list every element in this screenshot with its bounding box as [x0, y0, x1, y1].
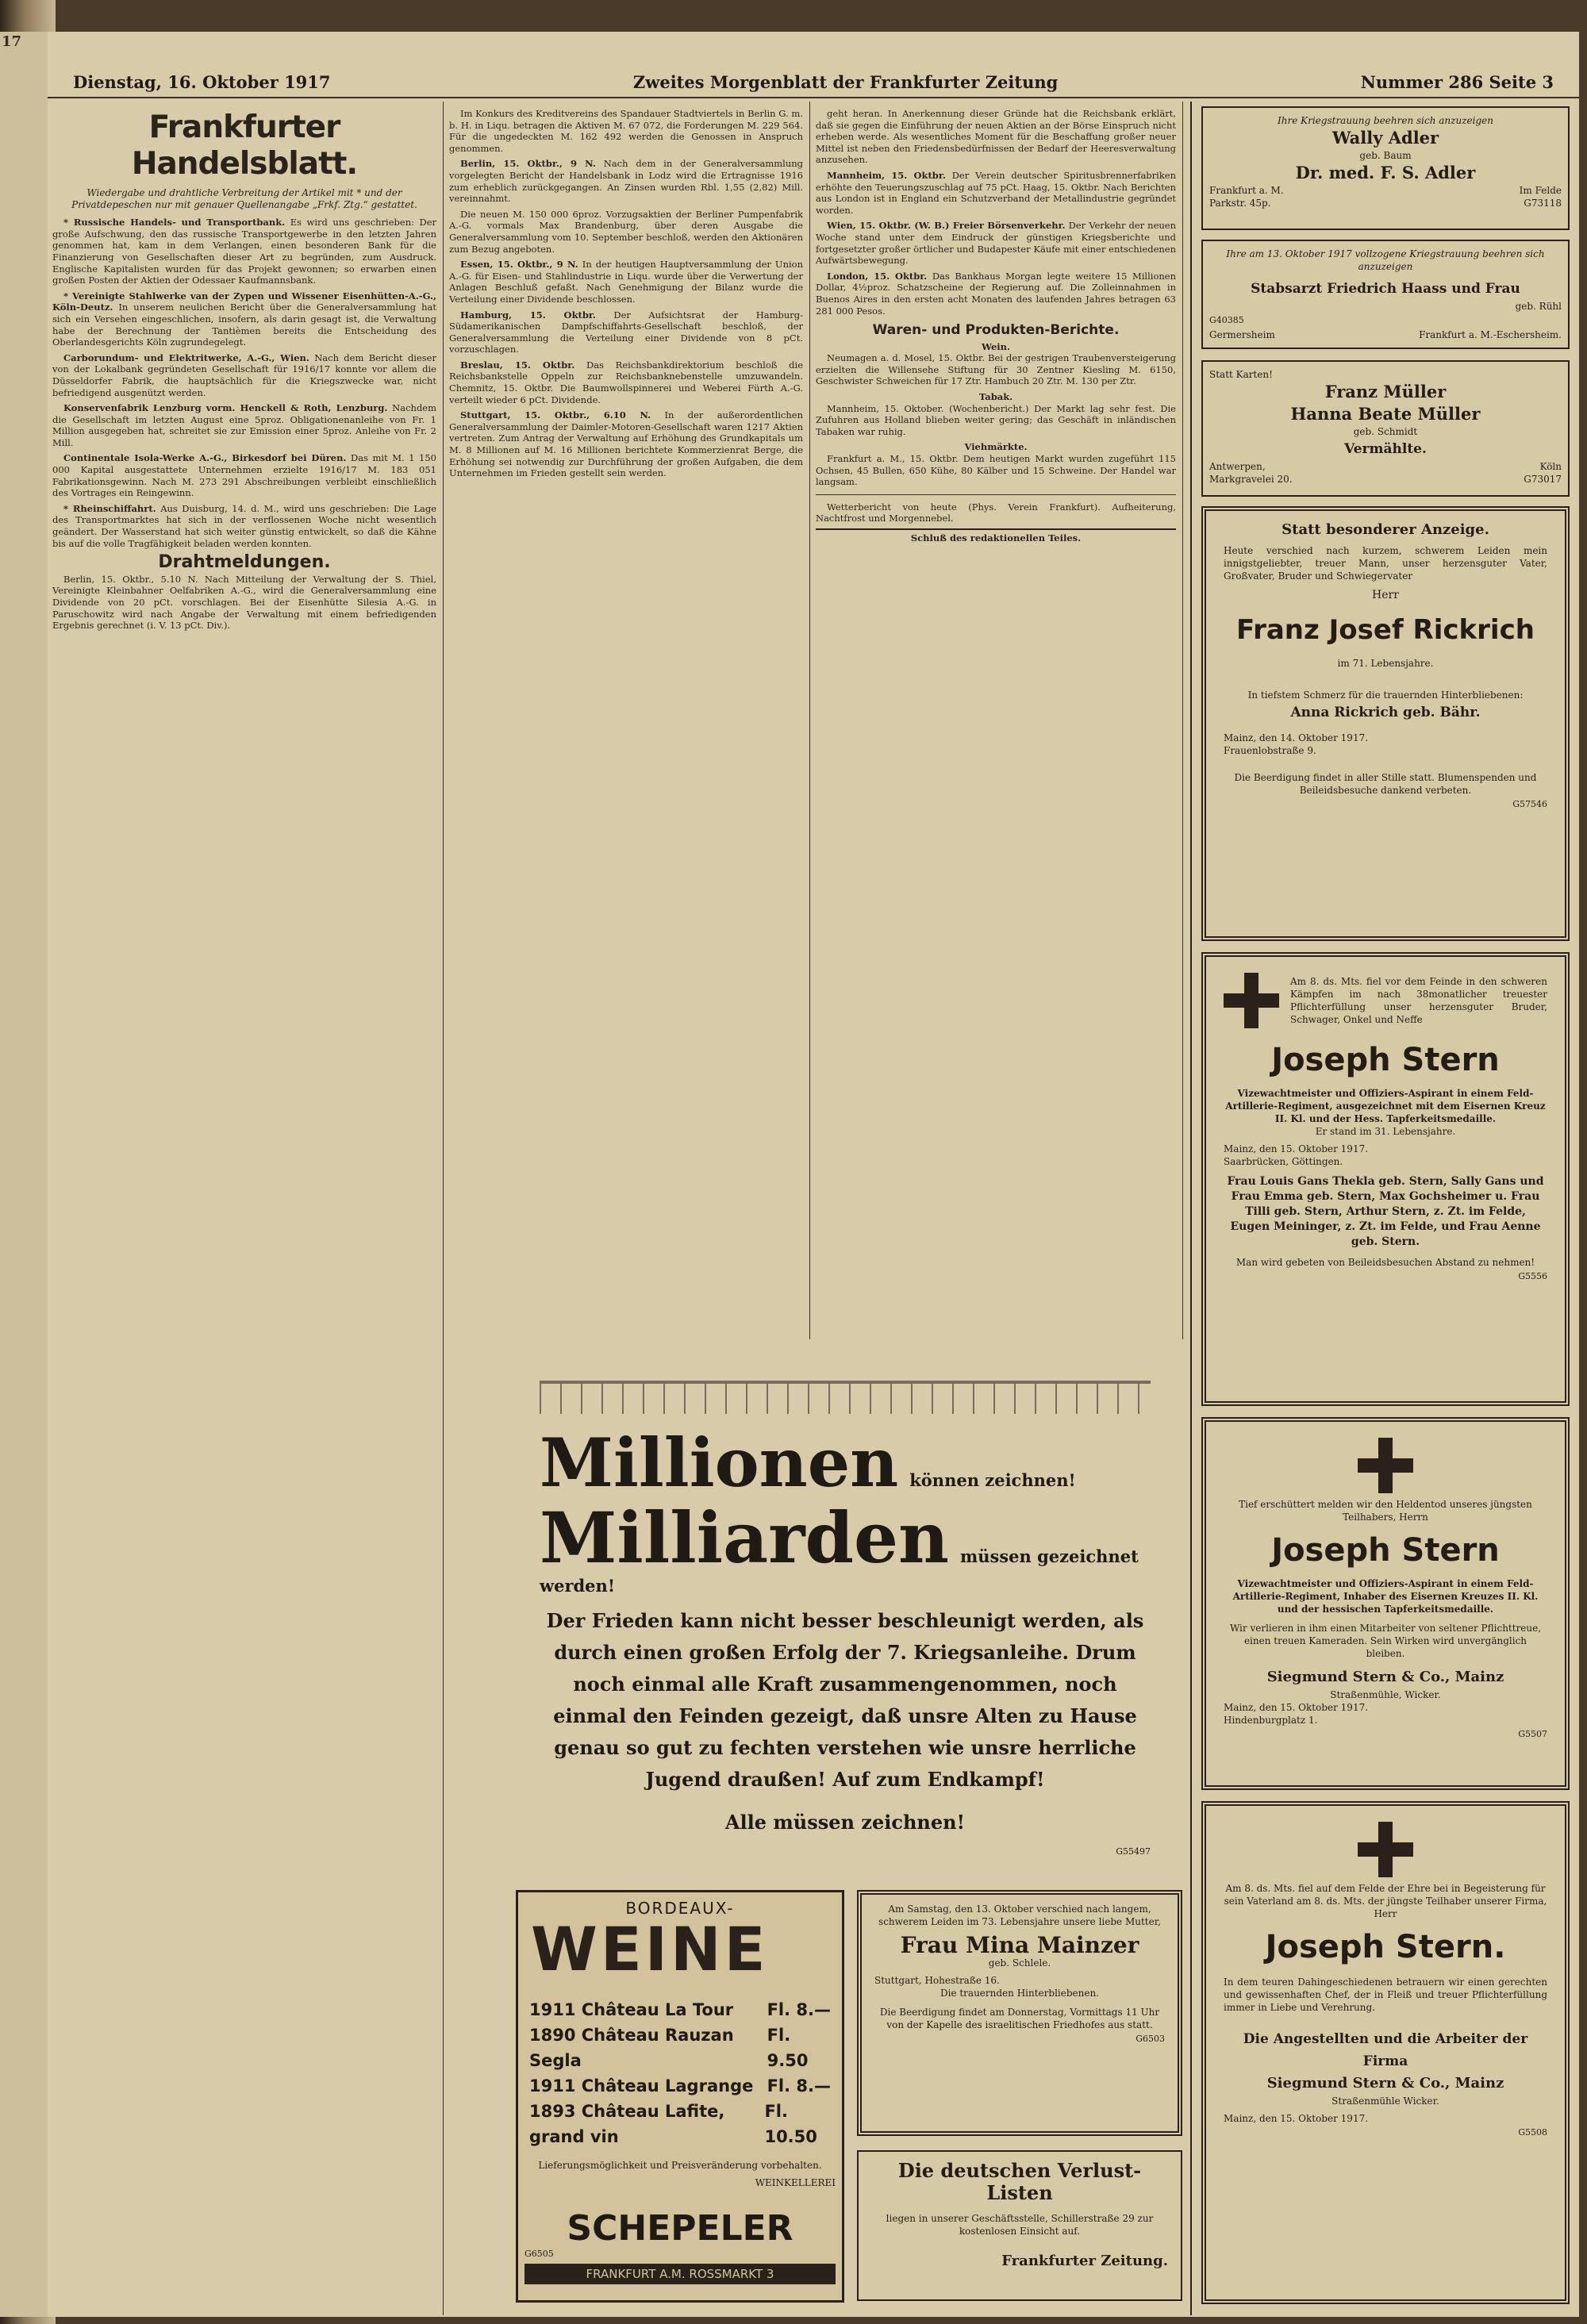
column-handelsblatt	[52, 109, 436, 2299]
ad-subline: müssen gezeichnet werden!	[540, 1546, 1139, 1596]
article-text: In der außerordentlichen Generalversammlung der Daimler-Motoren-Gesellschaft waren 1217 Aktien vertreten. Zum Antrag der Verwaltung auf Erhöhung des Grundkapitals um M. 8 Millionen auf M. 16 Millionen berichtete Kommerzienrat Berge, die Erhöhung sei notwendig zur Durchführung der großen Aufgaben, die dem Unternehmen im Frieden gestellt sein werden.	[449, 409, 803, 479]
ad-text: Am Samstag, den 13. Oktober verschied nach langem, schwerem Leiden im 73. Lebensjahre unsere liebe Mutter,	[878, 1903, 1161, 1927]
article-text: Mannheim, 15. Oktober. (Wochenbericht.) Der Markt lag sehr fest. Die Zufuhren aus Holland blieben weiter gering; das Geschäft in inländischen Tabaken war ruhig.	[816, 402, 1176, 437]
ad-mourn: In tiefstem Schmerz für die trauernden Hinterbliebenen:	[1247, 690, 1524, 701]
article-text: Neumagen a. d. Mosel, 15. Oktbr. Bei der gestrigen Traubenversteigerung erzielten die Willensehe Stiftung für 30 Zentner Kiesling M. 6150, Geschwister Schweichen für 17 Ztr. Hambuch 20 Ztr. M. 130 per Ztr.	[816, 352, 1176, 387]
wine-item: 1890 Château Rauzan Segla Fl. 9.50	[529, 2026, 809, 2070]
ad-funeral: Die Beerdigung findet in aller Stille statt. Blumenspenden und Beileidsbesuche dankend verbeten.	[1234, 772, 1537, 796]
article-text: Es wird uns geschrieben: Der große Aufschwung, den das russische Transportgewerbe in den letzten Jahren genommen hat, kam in dem Verlangen, einen besonderen Bank für die Finanzierung von Gesellschaften dieser Art zu begründen, zum Ausdruck. Englische Kapitalisten wurden für das Projekt gewonnen; so erwarben einen großen Posten der Aktien der Odessaer Kaufmannsbank.	[52, 217, 436, 286]
article-head: Konservenfabrik Lenzburg vorm. Henckell & Roth, Lenzburg.	[63, 402, 388, 414]
ad-place: Frankfurt a. M.-Eschersheim.	[1419, 329, 1562, 340]
ad-title: Die deutschen Verlust-Listen	[897, 2159, 1142, 2204]
ad-adler	[1201, 106, 1570, 230]
article-head: Continentale Isola-Werke A.-G., Birkesdorf bei Düren.	[63, 452, 347, 464]
article-text: Der Aufsichtsrat der Hamburg-Südamerikanischen Dampfschiffahrts-Gesellschaft beschloß, der Generalversammlung die Verteilung einer Dividende von 8 pCt. vorzuschlagen.	[449, 309, 803, 355]
article-head: Wien, 15. Oktbr. (W. B.) Freier Börsenverkehr.	[827, 220, 1066, 232]
end-editorial: Schluß des redaktionellen Teiles.	[816, 528, 1176, 544]
ad-slogan: Alle müssen zeichnen!	[724, 1811, 966, 1834]
ad-date: Mainz, den 15. Oktober 1917.	[1224, 2113, 1369, 2124]
article-text: Im Konkurs des Kreditvereins des Spandauer Stadtviertels in Berlin G. m. b. H. in Liqu. betragen die Aktiven M. 67 072, die Forderungen M. 229 564. Für die ungedeckten M. 162 492 werden die Genossen in Anspruch genommen.	[449, 108, 803, 154]
ad-name: Franz Josef Rickrich	[1236, 614, 1535, 646]
header-date: Dienstag, 16. Oktober 1917	[73, 71, 331, 92]
column-divider	[1190, 102, 1192, 2315]
ornament-border	[540, 1381, 1151, 1414]
wine-note: Lieferungsmöglichkeit und Preisveränderung vorbehalten.	[538, 2160, 822, 2171]
wine-kellerei: WEINKELLEREI	[755, 2177, 836, 2188]
section-heading: Drahtmeldungen.	[158, 552, 331, 573]
ad-funeral: Die Beerdigung findet am Donnerstag, Vormittags 11 Uhr von der Kapelle des israelitischen Friedhofes aus statt.	[879, 2007, 1160, 2030]
section-subtitle: Wiedergabe und drahtliche Verbreitung der Artikel mit * und der Privatdepeschen nur mit genauer Quellenangabe „Frkf. Ztg.“ gestattet.	[71, 187, 417, 210]
ad-firm: Siegmund Stern & Co., Mainz	[1266, 1669, 1504, 1685]
article-text: In der heutigen Hauptversammlung der Union A.-G. für Eisen- und Stahlindustrie in Liqu. wurde über die Verwertung der Anlagen Beschluß gefaßt. Nach Genehmigung der Bilanz wurde die Verteilung einer Dividende beschlossen.	[449, 259, 803, 305]
iron-cross-icon	[1358, 1822, 1413, 1877]
ad-name: Joseph Stern.	[1265, 1929, 1506, 1965]
article-head: * Russische Handels- und Transportbank.	[63, 217, 286, 229]
ad-born: geb. Rühl	[1515, 301, 1562, 312]
weather-report: Wetterbericht von heute (Phys. Verein Frankfurt). Aufheiterung, Nachtfrost und Morgennebel.	[816, 501, 1176, 524]
article-head: Stuttgart, 15. Oktbr., 6.10 N.	[460, 409, 651, 421]
column-two	[449, 108, 803, 1346]
wine-firm: SCHEPELER	[567, 2208, 794, 2249]
ad-place: Köln	[1539, 461, 1562, 472]
war-loan-ad	[540, 1381, 1151, 1857]
ad-head: Statt besonderer Anzeige.	[1282, 521, 1489, 538]
ad-code: G6505	[525, 2249, 554, 2259]
ad-addr: Frauenlobstraße 9.	[1224, 745, 1316, 756]
wine-weine: WEINE	[531, 1914, 769, 1984]
ad-subline: können zeichnen!	[909, 1470, 1076, 1490]
ad-place: Saarbrücken, Göttingen.	[1224, 1156, 1343, 1167]
ad-text: Wir verlieren in ihm einen Mitarbeiter von seltener Pflichttreue, einen treuen Kameraden. Sein Wirken wird unvergänglich bleiben.	[1229, 1623, 1542, 1659]
ad-mueller	[1201, 360, 1570, 497]
ad-age: im 71. Lebensjahre.	[1337, 658, 1434, 669]
iron-cross-icon	[1224, 973, 1279, 1028]
article-text: Nach dem Bericht dieser von der Lokalbank gegründeten Gesellschaft für 1916/17 konnte vor allem die Düsseldorfer Fabrik, die hauptsächlich für die Kriegszwecke war, nicht befriedigend ausgenützt werden.	[52, 351, 436, 398]
ad-name: Wally Adler	[1331, 128, 1439, 148]
article-head: London, 15. Oktbr.	[827, 270, 928, 282]
ad-sign: Frankfurter Zeitung.	[1001, 2253, 1168, 2269]
ad-stern-company	[1201, 1417, 1570, 1790]
ad-name: Dr. med. F. S. Adler	[1295, 163, 1476, 182]
ad-haass	[1201, 240, 1570, 349]
ad-addr: Hindenburgplatz 1.	[1224, 1715, 1318, 1726]
page-header	[48, 67, 1579, 98]
column-divider	[443, 102, 444, 2315]
ad-firm: Straßenmühle Wicker.	[1331, 2095, 1439, 2107]
ad-text: Am 8. ds. Mts. fiel auf dem Felde der Ehre bei in Begeisterung für sein Vaterland am 8. ds. Mts. der jüngste Teilhaber unserer Firma, Herr	[1224, 1883, 1547, 1919]
wine-item: 1911 Château Lagrange Fl. 8.—	[529, 2076, 831, 2095]
ad-name: Frau Mina Mainzer	[900, 1932, 1139, 1958]
ad-note: Man wird gebeten von Beileidsbesuchen Abstand zu nehmen!	[1235, 1257, 1535, 1268]
article-head: Carborundum- und Elektritwerke, A.-G., Wien.	[63, 351, 309, 363]
ad-born: geb. Schmidt	[1353, 426, 1418, 437]
ad-intro: Ihre am 13. Oktober 1917 vollzogene Kriegstrauung beehren sich anzuzeigen	[1226, 248, 1545, 272]
ad-place: Antwerpen,	[1209, 461, 1266, 472]
ad-age: Er stand im 31. Lebensjahre.	[1315, 1126, 1456, 1137]
ad-rank: Vizewachtmeister und Offiziers-Aspirant in einem Feld-Artillerie-Regiment, ausgezeichnet mit dem Eisernen Kreuz II. Kl. und der Hess. Tapferkeitsmedaille.	[1225, 1088, 1546, 1124]
article-head: Essen, 15. Oktbr., 9 N.	[460, 259, 578, 271]
ad-rank: Vizewachtmeister und Offiziers-Aspirant in einem Feld-Artillerie-Regiment, Inhaber des Eisernen Kreuzes II. Kl. und der hessischen Tapferkeitsmedaille.	[1232, 1578, 1539, 1615]
article-head: Berlin, 15. Oktbr., 9 N.	[460, 158, 596, 170]
article-text: Der Verein deutscher Spiritusbrennerfabriken erhöhte den Teuerungszuschlag auf 75 pCt. Haag, 15. Oktbr. Nach Berichten aus London ist in England ein Schutzverband der Metallindustrie gegründet worden.	[816, 169, 1176, 216]
ad-text: Heute verschied nach kurzem, schwerem Leiden mein innigstgeliebter, treuer Mann, unser herzensguter Vater, Großvater, Bruder und Schwiegervater	[1224, 545, 1547, 582]
ad-code: G40385	[1209, 315, 1244, 325]
ad-name: Stabsarzt Friedrich Haass und Frau	[1251, 281, 1520, 297]
wine-address: FRANKFURT A.M. ROSSMARKT 3	[525, 2264, 836, 2284]
article-text: Aus Duisburg, 14. d. M., wird uns geschrieben: Die Lage des Transportmarktes hat sich in der verflossenen Woche nicht wesentlich geändert. Der Wasserstand hat sich weiter günstig entwickelt, so daß die Kähne bis auf die volle Tragfähigkeit beladen werden konnten.	[52, 502, 436, 549]
subsection-heading: Wein.	[981, 340, 1011, 352]
article-text: Das Reichsbankdirektorium beschloß die Reichsbankstelle Oppeln zur Reichsbanknebenstelle umzuwandeln. Chemnitz, 15. Oktbr. Die Baumwollspinnerei und Weberei Fürth A.-G. verteilt wieder 6 pCt. Dividende.	[449, 359, 803, 405]
ad-headline: Milliarden	[540, 1496, 950, 1579]
ad-born: geb. Schlele.	[988, 1957, 1051, 1969]
article-text: Das mit M. 1 150 000 Kapital ausgestattete Unternehmen erzielte 1916/17 M. 183 051 Fabrikationsgewinn. Nach M. 273 291 Abschreibungen verbleibt einschließlich des Vortrages ein Reingewinn.	[52, 452, 436, 499]
ad-rickrich	[1201, 506, 1570, 941]
ad-street: Markgravelei 20.	[1209, 474, 1293, 485]
ad-text: Der Frieden kann nicht besser beschleunigt werden, als durch einen großen Erfolg der 7. Kriegsanleihe. Drum noch einmal alle Kraft zusammengenommen, noch einmal den Feinden gezeigt, daß unsre Alten zu Hause genau so gut zu fechten verstehen wie unsre herrliche Jugend draußen! Auf zum Endkampf!	[546, 1609, 1144, 1791]
ad-firm: Straßenmühle, Wicker.	[1330, 1689, 1441, 1700]
ad-place: Stuttgart, Hohestraße 16.	[874, 1975, 1000, 1986]
ad-name: Joseph Stern	[1271, 1042, 1500, 1078]
wine-item: 1911 Château La Tour Fl. 8.—	[529, 2000, 831, 2019]
ad-code: G6503	[1135, 2034, 1165, 2044]
ad-code: G5508	[1518, 2127, 1547, 2138]
article-text: In unserem neulichen Bericht über die Generalversammlung hat sich ein Versehen eingeschlichen, insofern, als darin gesagt ist, die Verwaltung habe der Berechnung der Tantièmen bereits die Entscheidung des Oberlandesgerichts Köln zugrundegelegt.	[52, 302, 436, 348]
article-head: Breslau, 15. Oktbr.	[460, 359, 575, 371]
ad-place: Frankfurt a. M.	[1209, 185, 1284, 196]
ad-text: In dem teuren Dahingeschiedenen betrauern wir einen gerechten und gewissenhaften Chef, der in Fleiß und treuer Pflichterfüllung immer in Liebe und Verehrung.	[1224, 1976, 1547, 2013]
ad-code: G5556	[1518, 1271, 1547, 1281]
ad-headline: Millionen	[540, 1423, 899, 1502]
ad-mainzer	[857, 1890, 1182, 2136]
article-head: Hamburg, 15. Oktbr.	[460, 309, 596, 321]
ad-date: Mainz, den 15. Oktober 1917.	[1224, 1702, 1369, 1713]
ad-text: Am 8. ds. Mts. fiel vor dem Feinde in den schweren Kämpfen im nach 38monatlicher treuester Pflichterfüllung unser herzensguter Bruder, Schwager, Onkel und Neffe	[1290, 976, 1547, 1025]
ad-name: Hanna Beate Müller	[1290, 404, 1481, 424]
article-text: Die neuen M. 150 000 6proz. Vorzugsaktien der Berliner Pumpenfabrik A.-G. vormals Max Brandenburg, über deren Ausgabe die Generalversammlung vom 10. September beschloß, werden den Aktionären zum Bezug angeboten.	[449, 208, 803, 255]
ad-herr: Herr	[1372, 589, 1399, 601]
article-text: Nach dem in der Generalversammlung vorgelegten Bericht der Handelsbank in Lodz wird die Ertragnisse 1916 zum erheblich zurückgegangen. An Zinsen wurden Rbl. 1,55 (2,82) Mill. vereinnahmt.	[449, 158, 803, 205]
ad-names: Frau Louis Gans Thekla geb. Stern, Sally Gans und Frau Emma geb. Stern, Max Gochsheimer u. Frau Tilli geb. Stern, Arthur Stern, z. Zt. im Felde, Eugen Meininger, z. Zt. im Felde, und Frau Aenne geb. Stern.	[1227, 1175, 1544, 1248]
ad-status: Vermählte.	[1344, 441, 1427, 457]
ad-widow: Anna Rickrich geb. Bähr.	[1290, 705, 1481, 720]
ad-code: G57546	[1512, 799, 1547, 809]
article-text: geht heran. In Anerkennung dieser Gründe hat die Reichsbank erklärt, daß sie gegen die Einführung der neuen Aktien an der Börse Einspruch nicht erheben werde. Als wesentliches Moment für die Beschaffung großer neuer Mittel ist neben den Friedensbedürfnissen der Bedarf der Heeresverwaltung anzusehen.	[816, 108, 1176, 166]
ad-code: G5507	[1518, 1729, 1547, 1739]
article-head: * Rheinschiffahrt.	[63, 502, 156, 514]
ad-firm: Die Angestellten und die Arbeiter der Firma	[1243, 2031, 1528, 2069]
ad-stern-employees	[1201, 1801, 1570, 2304]
header-number: Nummer 286 Seite 3	[1360, 71, 1554, 92]
ad-born: geb. Baum	[1359, 150, 1412, 161]
article-text: Nachdem die Gesellschaft im letzten August eine 5proz. Obligationenanleihe von Fr. 1 Million ausgegeben hat, schreitet sie zur Emission einer 5proz. Anleihe von Fr. 2 Mill.	[52, 402, 436, 448]
iron-cross-icon	[1358, 1438, 1413, 1493]
wine-item: 1893 Château Lafite, grand vin Fl. 10.50	[529, 2102, 817, 2146]
ad-intro: Statt Karten!	[1209, 369, 1273, 380]
subsection-heading: Tabak.	[978, 391, 1013, 403]
section-heading: Waren- und Produkten-Berichte.	[872, 322, 1120, 339]
article-text: Das Bankhaus Morgan legte weitere 15 Millionen Dollar, 4½proz. Schatzscheine der Regierung auf. Die Zolleinnahmen in Buenos Aires in den ersten acht Monaten des laufenden Jahres betragen 63 281 000 Pesos.	[816, 270, 1176, 317]
article-head: * Vereinigte Stahlwerke van der Zypen und Wissener Eisenhütten-A.-G., Köln-Deutz.	[52, 290, 436, 313]
ad-text: liegen in unserer Geschäftsstelle, Schillerstraße 29 zur kostenlosen Einsicht auf.	[886, 2213, 1154, 2237]
column-divider	[809, 102, 810, 1339]
article-text: Frankfurt a. M., 15. Oktbr. Dem heutigen Markt wurden zugeführt 115 Ochsen, 45 Bullen, 650 Kühe, 80 Kälber und 15 Schweine. Der Handel war langsam.	[816, 453, 1176, 488]
column-three	[816, 108, 1176, 1346]
previous-page-number: 17	[2, 33, 22, 50]
article-head: Mannheim, 15. Oktbr.	[827, 169, 946, 181]
ad-place: Germersheim	[1209, 329, 1275, 340]
header-paper: Zweites Morgenblatt der Frankfurter Zeitung	[632, 71, 1059, 92]
ad-intro: Ihre Kriegstrauung beehren sich anzuzeigen	[1278, 115, 1493, 126]
ad-code: G73017	[1524, 474, 1562, 485]
wine-bordeaux: BORDEAUX-	[625, 1899, 735, 1918]
ad-code: G73118	[1524, 198, 1562, 209]
ad-date: Mainz, den 15. Oktober 1917.	[1224, 1143, 1369, 1154]
ad-text: Tief erschüttert melden wir den Heldentod unseres jüngsten Teilhabers, Herrn	[1239, 1499, 1532, 1523]
ad-date: Mainz, den 14. Oktober 1917.	[1224, 732, 1369, 743]
ad-street: Parkstr. 45p.	[1209, 198, 1271, 209]
ad-verlustlisten	[857, 2150, 1182, 2301]
article-text: Berlin, 15. Oktbr., 5.10 N. Nach Mitteilung der Verwaltung der S. Thiel, Vereinigte Kleinbahner Oelfabriken A.-G., wird die Generalversammlung eine Dividende von 20 pCt. vorschlagen. Bei der Eisenhütte Silesia A.-G. in Paruschowitz wird nach Angabe der Verwaltung mit einem befriedigenden Ergebnis gerechnet (i. V. 13 pCt. Div.).	[52, 573, 436, 632]
ad-mourn: Die trauernden Hinterbliebenen.	[940, 1988, 1099, 1999]
article-text: Der Verkehr der neuen Woche stand unter dem Eindruck der günstigen Kriegsberichte und fortgesetzter großer örtlicher und Budapester Käufe mit einer entschiedenen Aufwärtsbewegung.	[816, 220, 1176, 267]
ad-name: Joseph Stern	[1271, 1532, 1500, 1569]
ad-name: Franz Müller	[1324, 382, 1447, 401]
wine-ad	[516, 1890, 844, 2303]
subsection-heading: Viehmärkte.	[964, 441, 1028, 453]
wine-list	[525, 1997, 836, 2149]
ad-field: Im Felde	[1519, 185, 1562, 196]
ad-stern-family	[1201, 952, 1570, 1406]
newspaper-page	[48, 32, 1579, 2317]
ad-firm: Siegmund Stern & Co., Mainz	[1266, 2075, 1504, 2092]
ad-code: G55497	[1116, 1846, 1151, 1857]
column-divider	[1182, 102, 1183, 1339]
section-title: Frankfurter Handelsblatt.	[131, 109, 358, 182]
previous-page-fragment	[0, 32, 54, 2317]
